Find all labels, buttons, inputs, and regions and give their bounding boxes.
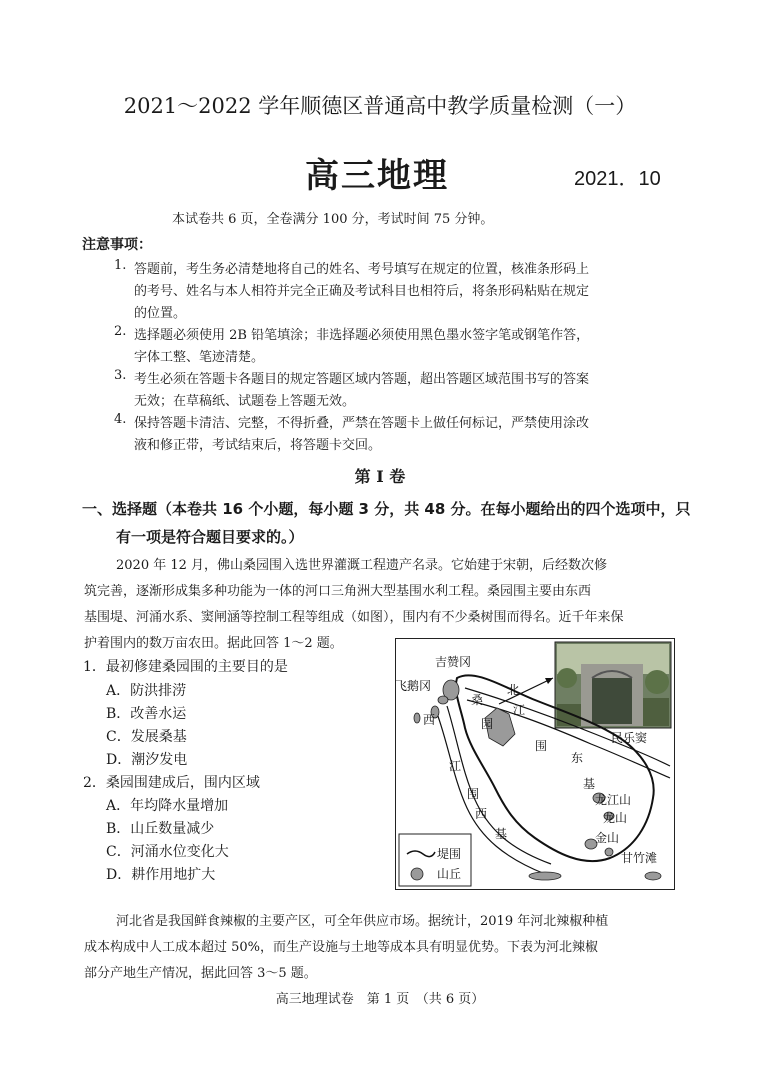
note-line: 选择题必须使用 2B 铅笔填涂；非选择题必须使用黑色墨水签字笔或钢笔作答， [134, 328, 590, 343]
sangyuanwei-map [395, 638, 675, 890]
note-line: 无效；在草稿纸、试题卷上答题无效。 [134, 394, 356, 409]
label-bei: 北 [507, 683, 520, 697]
note-line: 的位置。 [134, 306, 187, 321]
label-dong: 东 [571, 751, 584, 765]
note-number: 4. [114, 412, 127, 427]
exam-date: 2021．10 [574, 168, 661, 190]
option-a: A．防洪排涝 [106, 683, 187, 699]
option-d: D．耕作用地扩大 [106, 867, 216, 883]
page-footer: 高三地理试卷 第 1 页 （共 6 页） [275, 992, 485, 1007]
section-title: 第 I 卷 [354, 467, 406, 486]
passage-line: 成本构成中人工成本超过 50%，而生产设施与土地等成本具有明显优势。下表为河北辣椒 [84, 940, 599, 955]
passage-line: 河北省是我国鲜食辣椒的主要产区，可全年供应市场。据统计，2019 年河北辣椒种植 [116, 914, 609, 929]
option-b: B．山丘数量减少 [106, 821, 215, 837]
label-jifeigang: 吉赞冈 [435, 655, 472, 669]
question-stem: 1．最初修建桑园围的主要目的是 [83, 659, 288, 675]
label-yuan: 园 [481, 717, 494, 731]
label-feiegang: 飞鹅冈 [395, 679, 432, 693]
label-xi: 西 [423, 713, 436, 727]
label-longjiangshan: 龙江山 [595, 793, 632, 807]
option-d: D．潮汐发电 [106, 752, 188, 768]
label-wei-west: 围 [467, 787, 480, 801]
legend-hill: 山丘 [437, 867, 462, 881]
passage-line: 基围堤、河涌水系、窦闸涵等控制工程等组成（如图），围内有不少桑树围而得名。近千年来保 [84, 610, 624, 625]
option-c: C．河涌水位变化大 [106, 844, 229, 860]
question-stem: 2．桑园围建成后，围内区域 [83, 775, 260, 791]
label-xi-2: 西 [475, 807, 488, 821]
exam-title: 2021～2022 学年顺德区普通高中教学质量检测（一） [123, 94, 637, 118]
note-number: 1. [114, 258, 127, 273]
label-minlegang: 民乐窦 [611, 731, 648, 745]
note-number: 2. [114, 324, 127, 339]
section-heading-line-2: 有一项是符合题目要求的。） [116, 528, 304, 546]
passage-line: 部分产地生产情况，据此回答 3～5 题。 [84, 966, 317, 981]
option-c: C．发展桑基 [106, 729, 187, 745]
note-line: 的考号、姓名与本人相符并完全正确及考试科目也相符后，将条形码粘贴在规定 [134, 284, 590, 299]
passage-line: 筑完善，逐渐形成集多种功能为一体的河口三角洲大型基围水利工程。桑园围主要由东西 [84, 584, 592, 599]
notes-heading: 注意事项： [82, 237, 152, 253]
label-sang: 桑 [471, 693, 484, 707]
label-jiang-north: 江 [513, 703, 526, 717]
option-a: A．年均降水量增加 [106, 798, 229, 814]
label-jinshan: 金山 [595, 831, 620, 845]
legend-dike: 堤围 [437, 847, 462, 861]
passage-line: 护着围内的数万亩农田。据此回答 1～2 题。 [84, 636, 343, 651]
label-ji: 基 [583, 777, 596, 791]
note-number: 3. [114, 368, 127, 383]
label-longshan: 龙山 [603, 811, 628, 825]
exam-intro: 本试卷共 6 页，全卷满分 100 分，考试时间 75 分钟。 [172, 212, 494, 227]
note-line: 考生必须在答题卡各题目的规定答题区域内答题，超出答题区域范围书写的答案 [134, 372, 590, 387]
label-wei-mid: 围 [535, 739, 548, 753]
note-line: 答题前，考生务必清楚地将自己的姓名、考号填写在规定的位置，核准条形码上 [134, 262, 590, 277]
hill-legend-icon [411, 868, 423, 880]
note-line: 保持答题卡清洁、完整，不得折叠，严禁在答题卡上做任何标记，严禁使用涂改 [134, 416, 590, 431]
label-jiang-west: 江 [449, 759, 462, 773]
note-line: 字体工整、笔迹清楚。 [134, 350, 265, 365]
map-legend [399, 834, 471, 886]
section-heading-line-1: 一、选择题（本卷共 16 个小题，每小题 3 分，共 48 分。在每小题给出的四个选项中，只 [82, 500, 691, 518]
note-line: 液和修正带，考试结束后，将答题卡交回。 [134, 438, 382, 453]
label-ji-2: 基 [495, 827, 508, 841]
option-b: B．改善水运 [106, 706, 187, 722]
passage-line: 2020 年 12 月，佛山桑园围入选世界灌溉工程遗产名录。它始建于宋朝，后经数次修 [116, 558, 608, 573]
subject-title: 高三地理 [305, 156, 449, 196]
label-ganzhutan: 甘竹滩 [621, 851, 658, 865]
